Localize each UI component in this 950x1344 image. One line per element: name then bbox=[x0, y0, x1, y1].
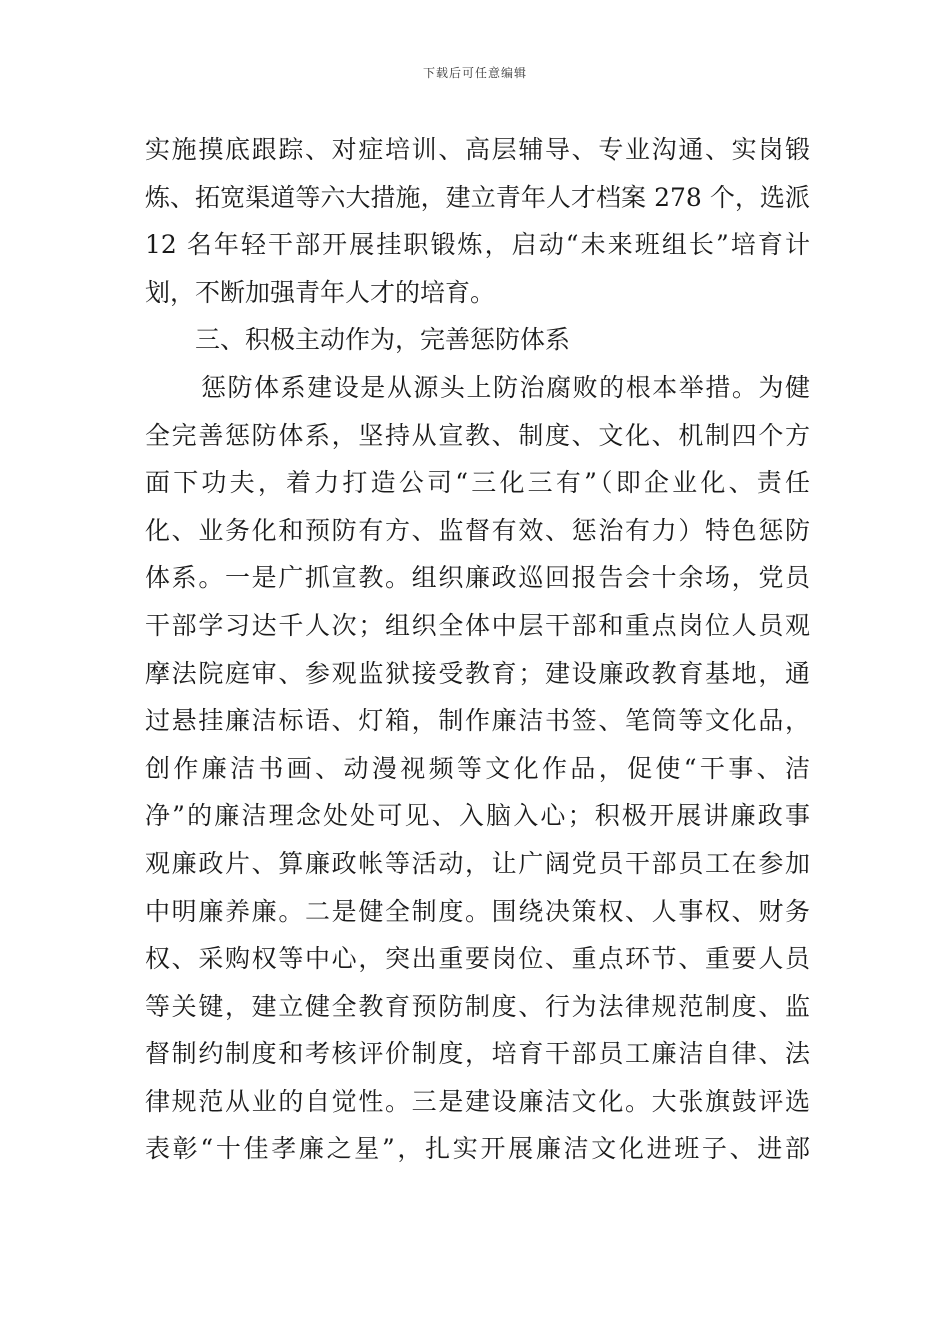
text-line: 中明廉养廉。二是健全制度。围绕决策权、人事权、财务 bbox=[145, 896, 810, 926]
text-line: 炼、拓宽渠道等六大措施，建立青年人才档案 278 个，选派 bbox=[145, 182, 810, 212]
text-line: 摩法院庭审、参观监狱接受教育；建设廉政教育基地，通 bbox=[145, 658, 810, 688]
text-line: 净”的廉洁理念处处可见、入脑入心；积极开展讲廉政事 bbox=[145, 801, 810, 831]
text-line: 表彰“十佳孝廉之星”，扎实开展廉洁文化进班子、进部 bbox=[145, 1134, 810, 1164]
text-line: 划，不断加强青年人才的培育。 bbox=[145, 277, 496, 307]
text-line: 观廉政片、算廉政帐等活动，让广阔党员干部员工在参加 bbox=[145, 848, 810, 878]
text-line: 等关键，建立健全教育预防制度、行为法律规范制度、监 bbox=[145, 991, 810, 1021]
text-line: 权、采购权等中心，突出重要岗位、重点环节、重要人员 bbox=[145, 944, 810, 974]
text-line: 律规范从业的自觉性。三是建设廉洁文化。大张旗鼓评选 bbox=[145, 1086, 810, 1116]
section-heading: 三、积极主动作为，完善惩防体系 bbox=[195, 325, 571, 355]
page-header: 下载后可任意编辑 bbox=[422, 66, 527, 80]
text-line: 全完善惩防体系，坚持从宣教、制度、文化、机制四个方 bbox=[145, 420, 810, 450]
text-line: 实施摸底跟踪、对症培训、高层辅导、专业沟通、实岗锻 bbox=[145, 135, 810, 164]
text-line: 化、业务化和预防有方、监督有效、惩治有力）特色惩防 bbox=[145, 515, 810, 545]
text-line: 过悬挂廉洁标语、灯箱，制作廉洁书签、笔筒等文化品， bbox=[145, 706, 810, 736]
text-line: 12 名年轻干部开展挂职锻炼，启动“未来班组长”培育计 bbox=[145, 230, 810, 260]
text-line: 体系。一是广抓宣教。组织廉政巡回报告会十余场，党员 bbox=[145, 563, 810, 593]
document-body bbox=[145, 126, 810, 1173]
text-line: 督制约制度和考核评价制度，培育干部员工廉洁自律、法 bbox=[145, 1039, 810, 1069]
text-line: 面下功夫，着力打造公司“三化三有”（即企业化、责任 bbox=[145, 468, 810, 498]
text-line: 干部学习达千人次；组织全体中层干部和重点岗位人员观 bbox=[145, 610, 810, 640]
text-line: 创作廉洁书画、动漫视频等文化作品，促使“干事、洁 bbox=[145, 753, 810, 783]
text-line: 惩防体系建设是从源头上防治腐败的根本举措。为健 bbox=[201, 372, 810, 402]
